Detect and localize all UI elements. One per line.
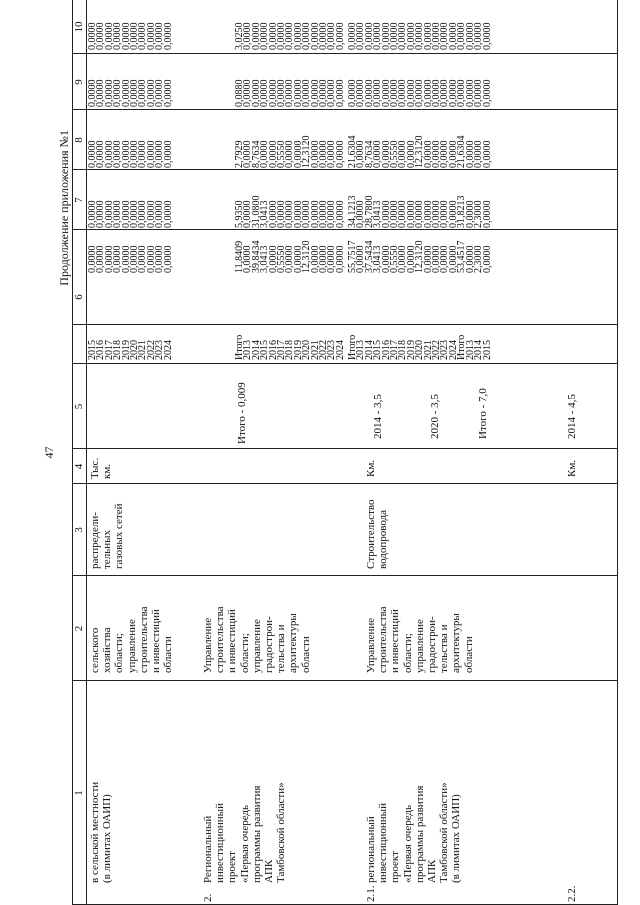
federal-value: 0,0000 0,0000 0,0000 0,0000 0,0000 0,0000 0,0000 0,0000 0,0000 0,0000 — [87, 200, 174, 228]
row-number: 2.1. — [365, 885, 377, 902]
page-number: 47 — [42, 446, 56, 459]
row-number: 2.2. — [566, 885, 578, 902]
regional-value: 0,0000 0,0000 0,0000 0,0000 0,0000 0,0000 0,0000 0,0000 0,0000 0,0000 — [87, 140, 174, 168]
indicator: Итого - 0,009 — [236, 382, 248, 444]
unit: Км. — [566, 459, 578, 477]
unit: Км. — [365, 459, 377, 477]
years: 2013 2014 2015 — [465, 340, 493, 360]
col-header-9: 9 — [73, 79, 85, 85]
total-value: 0,0000 0,0000 0,0000 0,0000 0,0000 0,0000 0,0000 0,0000 0,0000 0,0000 — [87, 245, 174, 273]
executor: Управление строительства и инвестиций области; управление градострои- тельства и архитектуры области — [202, 606, 312, 673]
total-value: 0,0000 2,3000 0,0000 — [465, 245, 493, 273]
unit: Тыс. км. — [89, 457, 114, 479]
col-header-4: 4 — [73, 463, 85, 470]
col-header-3: 3 — [73, 527, 85, 533]
appendix-title: Продолжение приложения №1 — [57, 130, 71, 286]
total-value: 55,7517 0,0000 37,5434 3,0413 0,0000 0,5550 0,0000 0,0000 12,3120 0,0000 0,0000 0,0000 0,0000 53,4517 — [347, 240, 468, 273]
measure-name: Региональный инвестиционный проект «Первая очередь программы развития АПК Тамбовской области» — [202, 782, 288, 883]
federal-value: 5,9350 0,0000 31,0800 3,0413 0,0000 0,0000 0,0000 0,0000 0,0000 0,0000 0,0000 0,0000 0,0000 — [234, 195, 346, 228]
local-value: 0,0880 0,0000 0,0000 0,0000 0,0000 0,0000 0,0000 0,0000 0,0000 0,0000 0,0000 0,0000 0,0000 — [234, 79, 346, 107]
years: Итого 2013 2014 2015 2016 2017 2018 2019 2020 2021 2022 2023 2024 Итого — [347, 334, 468, 360]
other-value: 0,0000 0,0000 0,0000 — [465, 22, 493, 50]
other-value: 3,0250 0,0000 0,0000 0,0000 0,0000 0,0000 0,0000 0,0000 0,0000 0,0000 0,0000 0,0000 0,0000 — [234, 22, 346, 50]
col-header-5: 5 — [73, 403, 85, 410]
col-header-1: 1 — [73, 790, 85, 796]
regional-value: 21,6304 0,0000 8,7634 0,0000 0,0000 0,5550 0,0000 0,0000 12,3120 0,0000 0,0000 0,0000 0,0000 21,6304 — [347, 135, 468, 168]
years: 2015 2016 2017 2018 2019 2020 2021 2022 2023 2024 — [87, 340, 174, 360]
local-value: 0,0000 0,0000 0,0000 0,0000 0,0000 0,0000 0,0000 0,0000 0,0000 0,0000 0,0000 0,0000 0,0000 0,0000 — [347, 79, 468, 107]
local-value: 0,0000 0,0000 0,0000 — [465, 79, 493, 107]
indicator: 2014 - 3,5 2020 - 3,5 Итого - 7,0 — [372, 388, 489, 439]
data-table — [72, 0, 617, 905]
col-header-10: 10 — [73, 21, 85, 33]
row-number: 2. — [202, 893, 214, 902]
col-header-8: 8 — [73, 137, 85, 143]
col-header-7: 7 — [73, 197, 85, 203]
local-value: 0,0000 0,0000 0,0000 0,0000 0,0000 0,0000 0,0000 0,0000 0,0000 0,0000 — [87, 79, 174, 107]
measure-name: региональный инвестиционный проект «Первая очередь программы развития АПК Тамбовской области» (в лимитах ОАИП) — [365, 782, 463, 883]
years: Итого 2013 2014 2015 2016 2017 2018 2019 2020 2021 2022 2023 2024 — [234, 334, 346, 360]
executor: сельского хозяйства области; управление строительства и инвестиций области — [89, 606, 175, 673]
federal-value: 0,0000 2,3000 0,0000 — [465, 200, 493, 228]
other-value: 0,0000 0,0000 0,0000 0,0000 0,0000 0,0000 0,0000 0,0000 0,0000 0,0000 — [87, 22, 174, 50]
indicator: 2014 - 4,5 — [566, 394, 578, 439]
total-value: 11,8409 0,0000 39,8434 3,0413 0,0000 0,5550 0,0000 0,0000 12,3120 0,0000 0,0000 0,0000 0,0000 — [234, 240, 346, 273]
measure-name: в сельской местности (в лимитах ОАИП) — [89, 781, 114, 883]
federal-value: 34,1213 0,0000 28,7800 3,0413 0,0000 0,0000 0,0000 0,0000 0,0000 0,0000 0,0000 0,0000 0,0000 31,8213 — [347, 195, 468, 228]
executor: Управление строительства и инвестиций области; управление градострои- тельства и архитектуры области — [365, 606, 475, 673]
activity: Строительство водопровода — [365, 499, 390, 569]
col-header-2: 2 — [73, 625, 85, 632]
other-value: 0,0000 0,0000 0,0000 0,0000 0,0000 0,0000 0,0000 0,0000 0,0000 0,0000 0,0000 0,0000 0,0000 0,0000 — [347, 22, 468, 50]
regional-value: 2,7929 0,0000 8,7634 0,0000 0,0000 0,5550 0,0000 0,0000 12,3120 0,0000 0,0000 0,0000 0,0000 — [234, 135, 346, 168]
regional-value: 0,0000 0,0000 0,0000 — [465, 140, 493, 168]
activity: распредели- тельных газовых сетей — [89, 503, 126, 569]
col-header-6: 6 — [73, 294, 85, 300]
